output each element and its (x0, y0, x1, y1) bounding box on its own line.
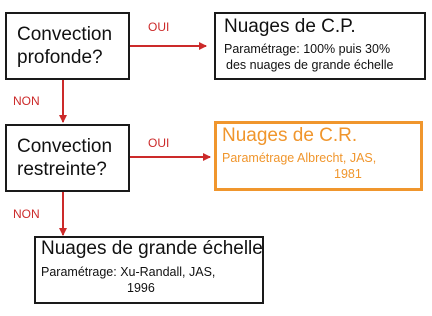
result-cp-title: Nuages de C.P. (224, 16, 356, 37)
result-large-scale-param-line1: Paramétrage: Xu-Randall, JAS, (41, 265, 216, 279)
result-cp-param-line1: Paramétrage: 100% puis 30% (224, 42, 391, 56)
decision-deep-convection (5, 12, 130, 80)
edge-label-no-deep: NON (13, 94, 40, 108)
result-cr-param-line2: 1981 (334, 167, 362, 181)
result-cr-param-line1: Paramétrage Albrecht, JAS, (222, 151, 377, 165)
decision-deep-line2: profonde? (17, 47, 103, 68)
edge-label-yes-restricted: OUI (148, 136, 170, 150)
result-cp-clouds (214, 12, 426, 80)
result-cp-param-line2: des nuages de grande échelle (226, 58, 394, 72)
result-large-scale-clouds (34, 236, 264, 304)
result-cr-clouds (214, 121, 423, 191)
result-large-scale-title: Nuages de grande échelle (41, 238, 263, 259)
result-cr-title: Nuages de C.R. (222, 125, 358, 146)
edge-label-yes-deep: OUI (148, 20, 170, 34)
decision-restricted-line2: restreinte? (17, 159, 107, 180)
result-large-scale-param-line2: 1996 (127, 281, 155, 295)
edge-label-no-restricted: NON (13, 207, 40, 221)
decision-restricted-convection (5, 124, 130, 192)
decision-restricted-line1: Convection (17, 136, 113, 157)
decision-deep-line1: Convection (17, 24, 113, 45)
